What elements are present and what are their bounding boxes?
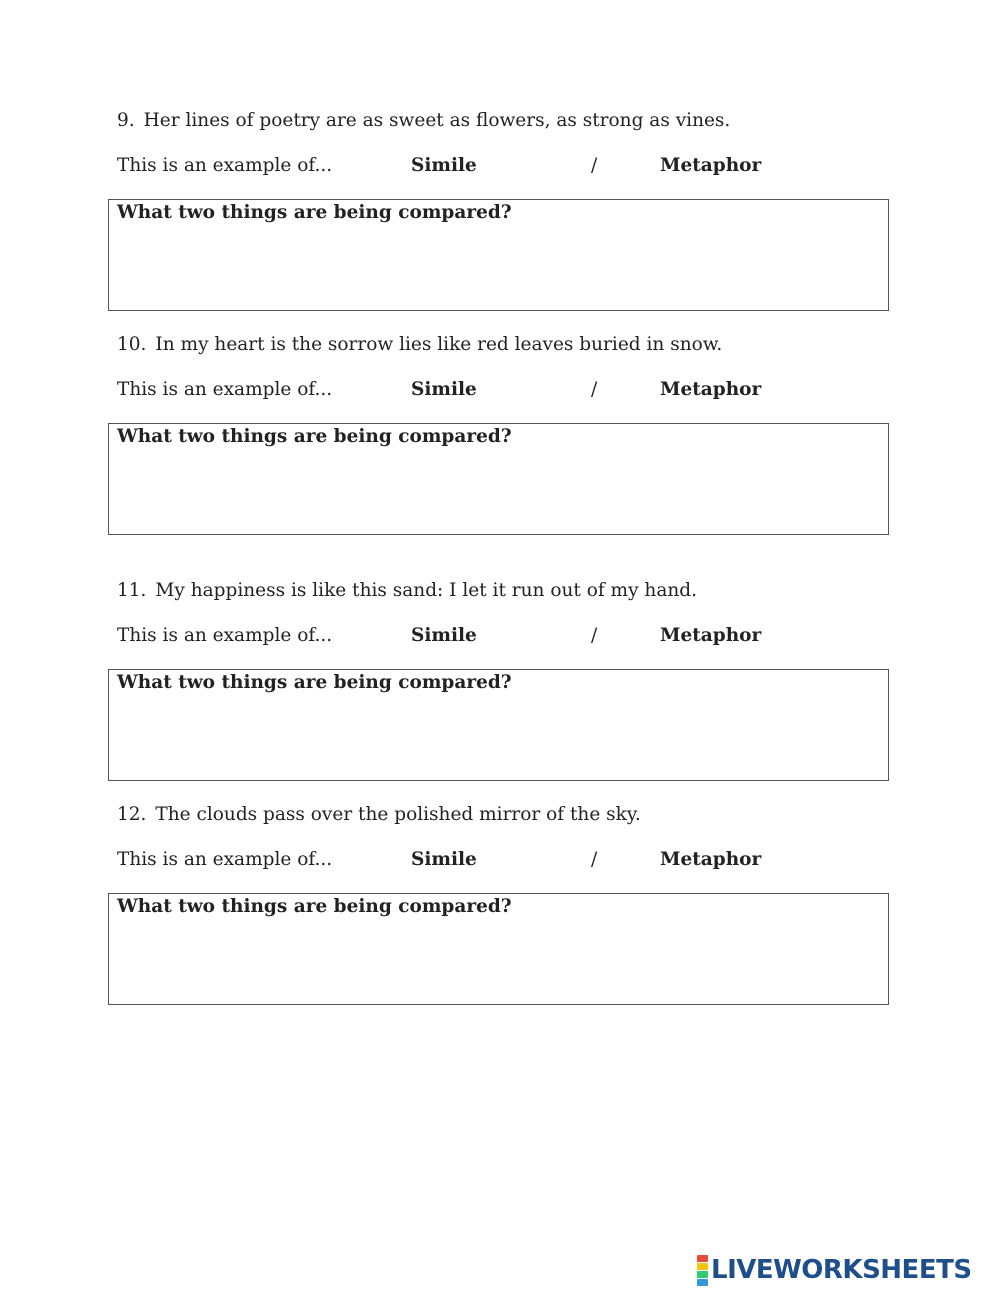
- option-separator: /: [591, 155, 598, 176]
- simile-option[interactable]: Simile: [411, 849, 477, 870]
- option-separator: /: [591, 849, 598, 870]
- answer-input[interactable]: [117, 926, 881, 1000]
- logo-block-2: [697, 1263, 708, 1270]
- option-separator: /: [591, 379, 598, 400]
- option-separator: /: [591, 625, 598, 646]
- question-text: [117, 580, 697, 601]
- simile-option[interactable]: Simile: [411, 155, 477, 176]
- metaphor-option[interactable]: Metaphor: [660, 155, 762, 176]
- answer-prompt: What two things are being compared?: [117, 672, 512, 693]
- logo-block-3: [697, 1271, 708, 1278]
- simile-option[interactable]: Simile: [411, 379, 477, 400]
- answer-box: [108, 423, 889, 535]
- question-sentence: My happiness is like this sand: I let it run out of my hand.: [155, 580, 698, 601]
- simile-option[interactable]: Simile: [411, 625, 477, 646]
- example-label: This is an example of...: [117, 625, 333, 646]
- example-row: [0, 849, 1000, 875]
- answer-prompt: What two things are being compared?: [117, 896, 512, 917]
- answer-prompt: What two things are being compared?: [117, 202, 512, 223]
- question-number: 11.: [117, 580, 147, 601]
- metaphor-option[interactable]: Metaphor: [660, 625, 762, 646]
- logo-blocks-icon: [697, 1255, 708, 1286]
- example-row: [0, 155, 1000, 181]
- question-sentence: The clouds pass over the polished mirror of the sky.: [155, 804, 641, 825]
- answer-box: [108, 669, 889, 781]
- brand-name: LIVEWORKSHEETS: [711, 1255, 972, 1285]
- question-number: 10.: [117, 334, 147, 355]
- answer-box: [108, 893, 889, 1005]
- question-sentence: In my heart is the sorrow lies like red leaves buried in snow.: [155, 334, 723, 355]
- answer-input[interactable]: [117, 232, 881, 306]
- question-text: [117, 110, 730, 131]
- example-label: This is an example of...: [117, 849, 333, 870]
- question-sentence: Her lines of poetry are as sweet as flowers, as strong as vines.: [143, 110, 731, 131]
- question-text: [117, 334, 722, 355]
- question-text: [117, 804, 641, 825]
- example-row: [0, 625, 1000, 651]
- example-label: This is an example of...: [117, 379, 333, 400]
- logo-block-4: [697, 1279, 708, 1286]
- answer-prompt: What two things are being compared?: [117, 426, 512, 447]
- liveworksheets-logo: [697, 1253, 972, 1287]
- answer-input[interactable]: [117, 702, 881, 776]
- example-row: [0, 379, 1000, 405]
- question-number: 12.: [117, 804, 147, 825]
- answer-box: [108, 199, 889, 311]
- example-label: This is an example of...: [117, 155, 333, 176]
- logo-block-1: [697, 1255, 708, 1262]
- metaphor-option[interactable]: Metaphor: [660, 379, 762, 400]
- metaphor-option[interactable]: Metaphor: [660, 849, 762, 870]
- answer-input[interactable]: [117, 456, 881, 530]
- question-number: 9.: [117, 110, 135, 131]
